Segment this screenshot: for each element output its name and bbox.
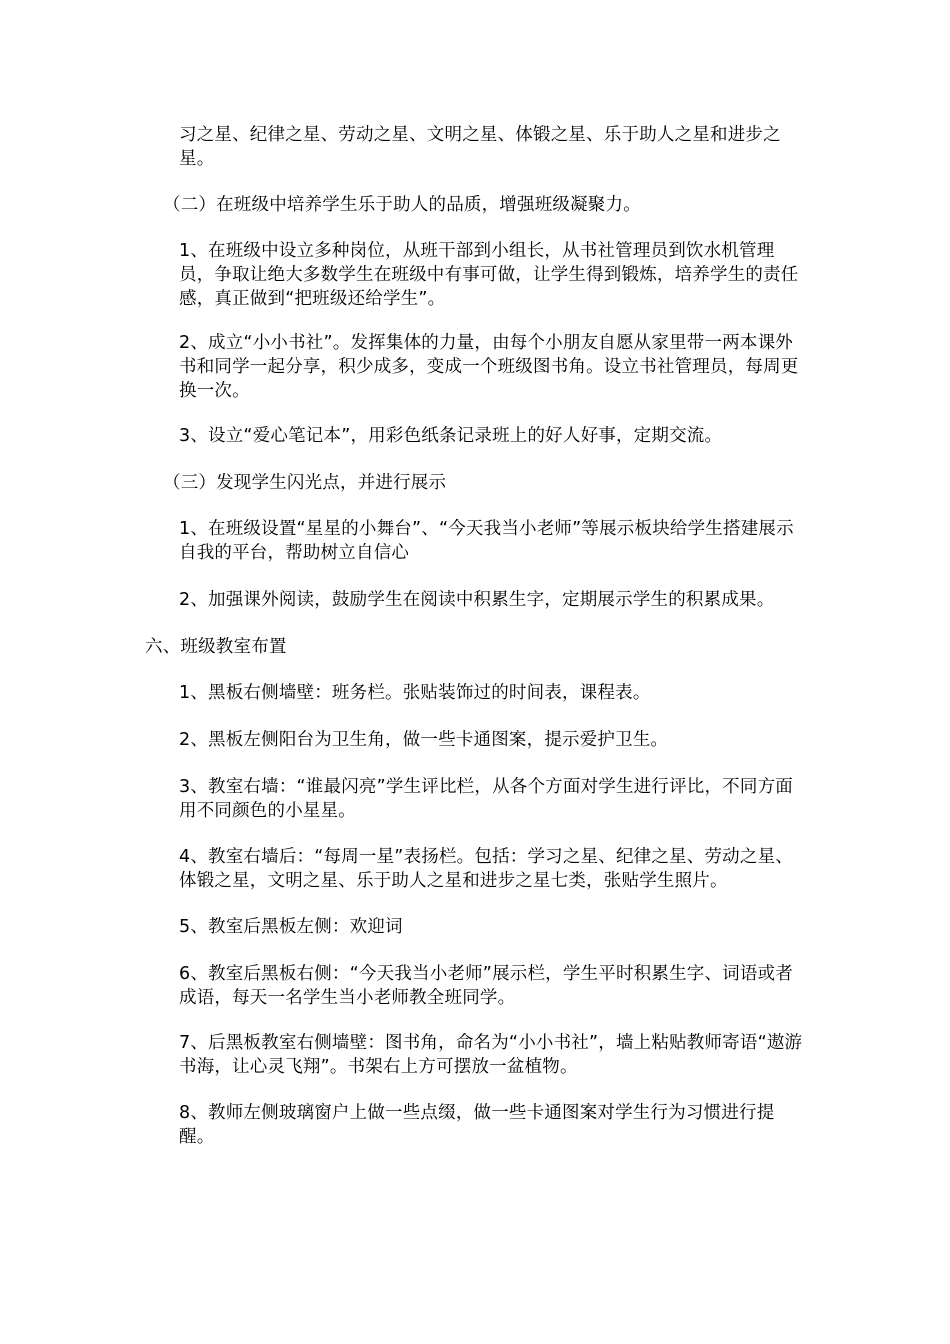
list-item: 2、黑板左侧阳台为卫生角，做一些卡通图案，提示爱护卫生。 (179, 730, 669, 750)
list-item: 7、后黑板教室右侧墙壁：图书角，命名为“小小书社”，墙上粘贴教师寄语“遨游书海，让心灵飞翔”。书架右上方可摆放一盆植物。 (179, 1033, 803, 1077)
section-heading-6: 六、班级教室布置 (145, 637, 287, 657)
list-item: 2、成立“小小书社”。发挥集体的力量，由每个小朋友自愿从家里带一两本课外书和同学一起分享，积少成多，变成一个班级图书角。设立书社管理员，每周更换一次。 (179, 333, 799, 401)
list-item: 5、教室后黑板左侧：欢迎词 (179, 917, 403, 937)
list-item: 4、教室右墙后：“每周一星”表扬栏。包括：学习之星、纪律之星、劳动之星、体锻之星，文明之星、乐于助人之星和进步之星七类，张贴学生照片。 (179, 847, 793, 891)
list-item: 1、在班级中设立多种岗位，从班干部到小组长，从书社管理员到饮水机管理员，争取让绝大多数学生在班级中有事可做，让学生得到锻炼，培养学生的责任感，真正做到“把班级还给学生”。 (179, 241, 799, 309)
list-item: 2、加强课外阅读，鼓励学生在阅读中积累生字，定期展示学生的积累成果。 (179, 590, 775, 610)
list-item: 3、设立“爱心笔记本”，用彩色纸条记录班上的好人好事，定期交流。 (179, 426, 723, 446)
subsection-heading-3: （三）发现学生闪光点，并进行展示 (163, 473, 447, 493)
list-item: 1、黑板右侧墙壁：班务栏。张贴装饰过的时间表，课程表。 (179, 683, 651, 703)
list-item: 3、教室右墙：“谁最闪亮”学生评比栏，从各个方面对学生进行评比，不同方面用不同颜色的小星星。 (179, 777, 793, 821)
list-item: 8、教师左侧玻璃窗户上做一些点缀，做一些卡通图案对学生行为习惯进行提醒。 (179, 1103, 775, 1147)
subsection-heading-2: （二）在班级中培养学生乐于助人的品质，增强班级凝聚力。 (163, 195, 641, 215)
continuation-paragraph: 习之星、纪律之星、劳动之星、文明之星、体锻之星、乐于助人之星和进步之星。 (179, 125, 781, 169)
list-item: 1、在班级设置“星星的小舞台”、“今天我当小老师”等展示板块给学生搭建展示自我的平台，帮助树立自信心 (179, 519, 794, 563)
list-item: 6、教室后黑板右侧：“今天我当小老师”展示栏，学生平时积累生字、词语或者成语，每天一名学生当小老师教全班同学。 (179, 964, 793, 1008)
